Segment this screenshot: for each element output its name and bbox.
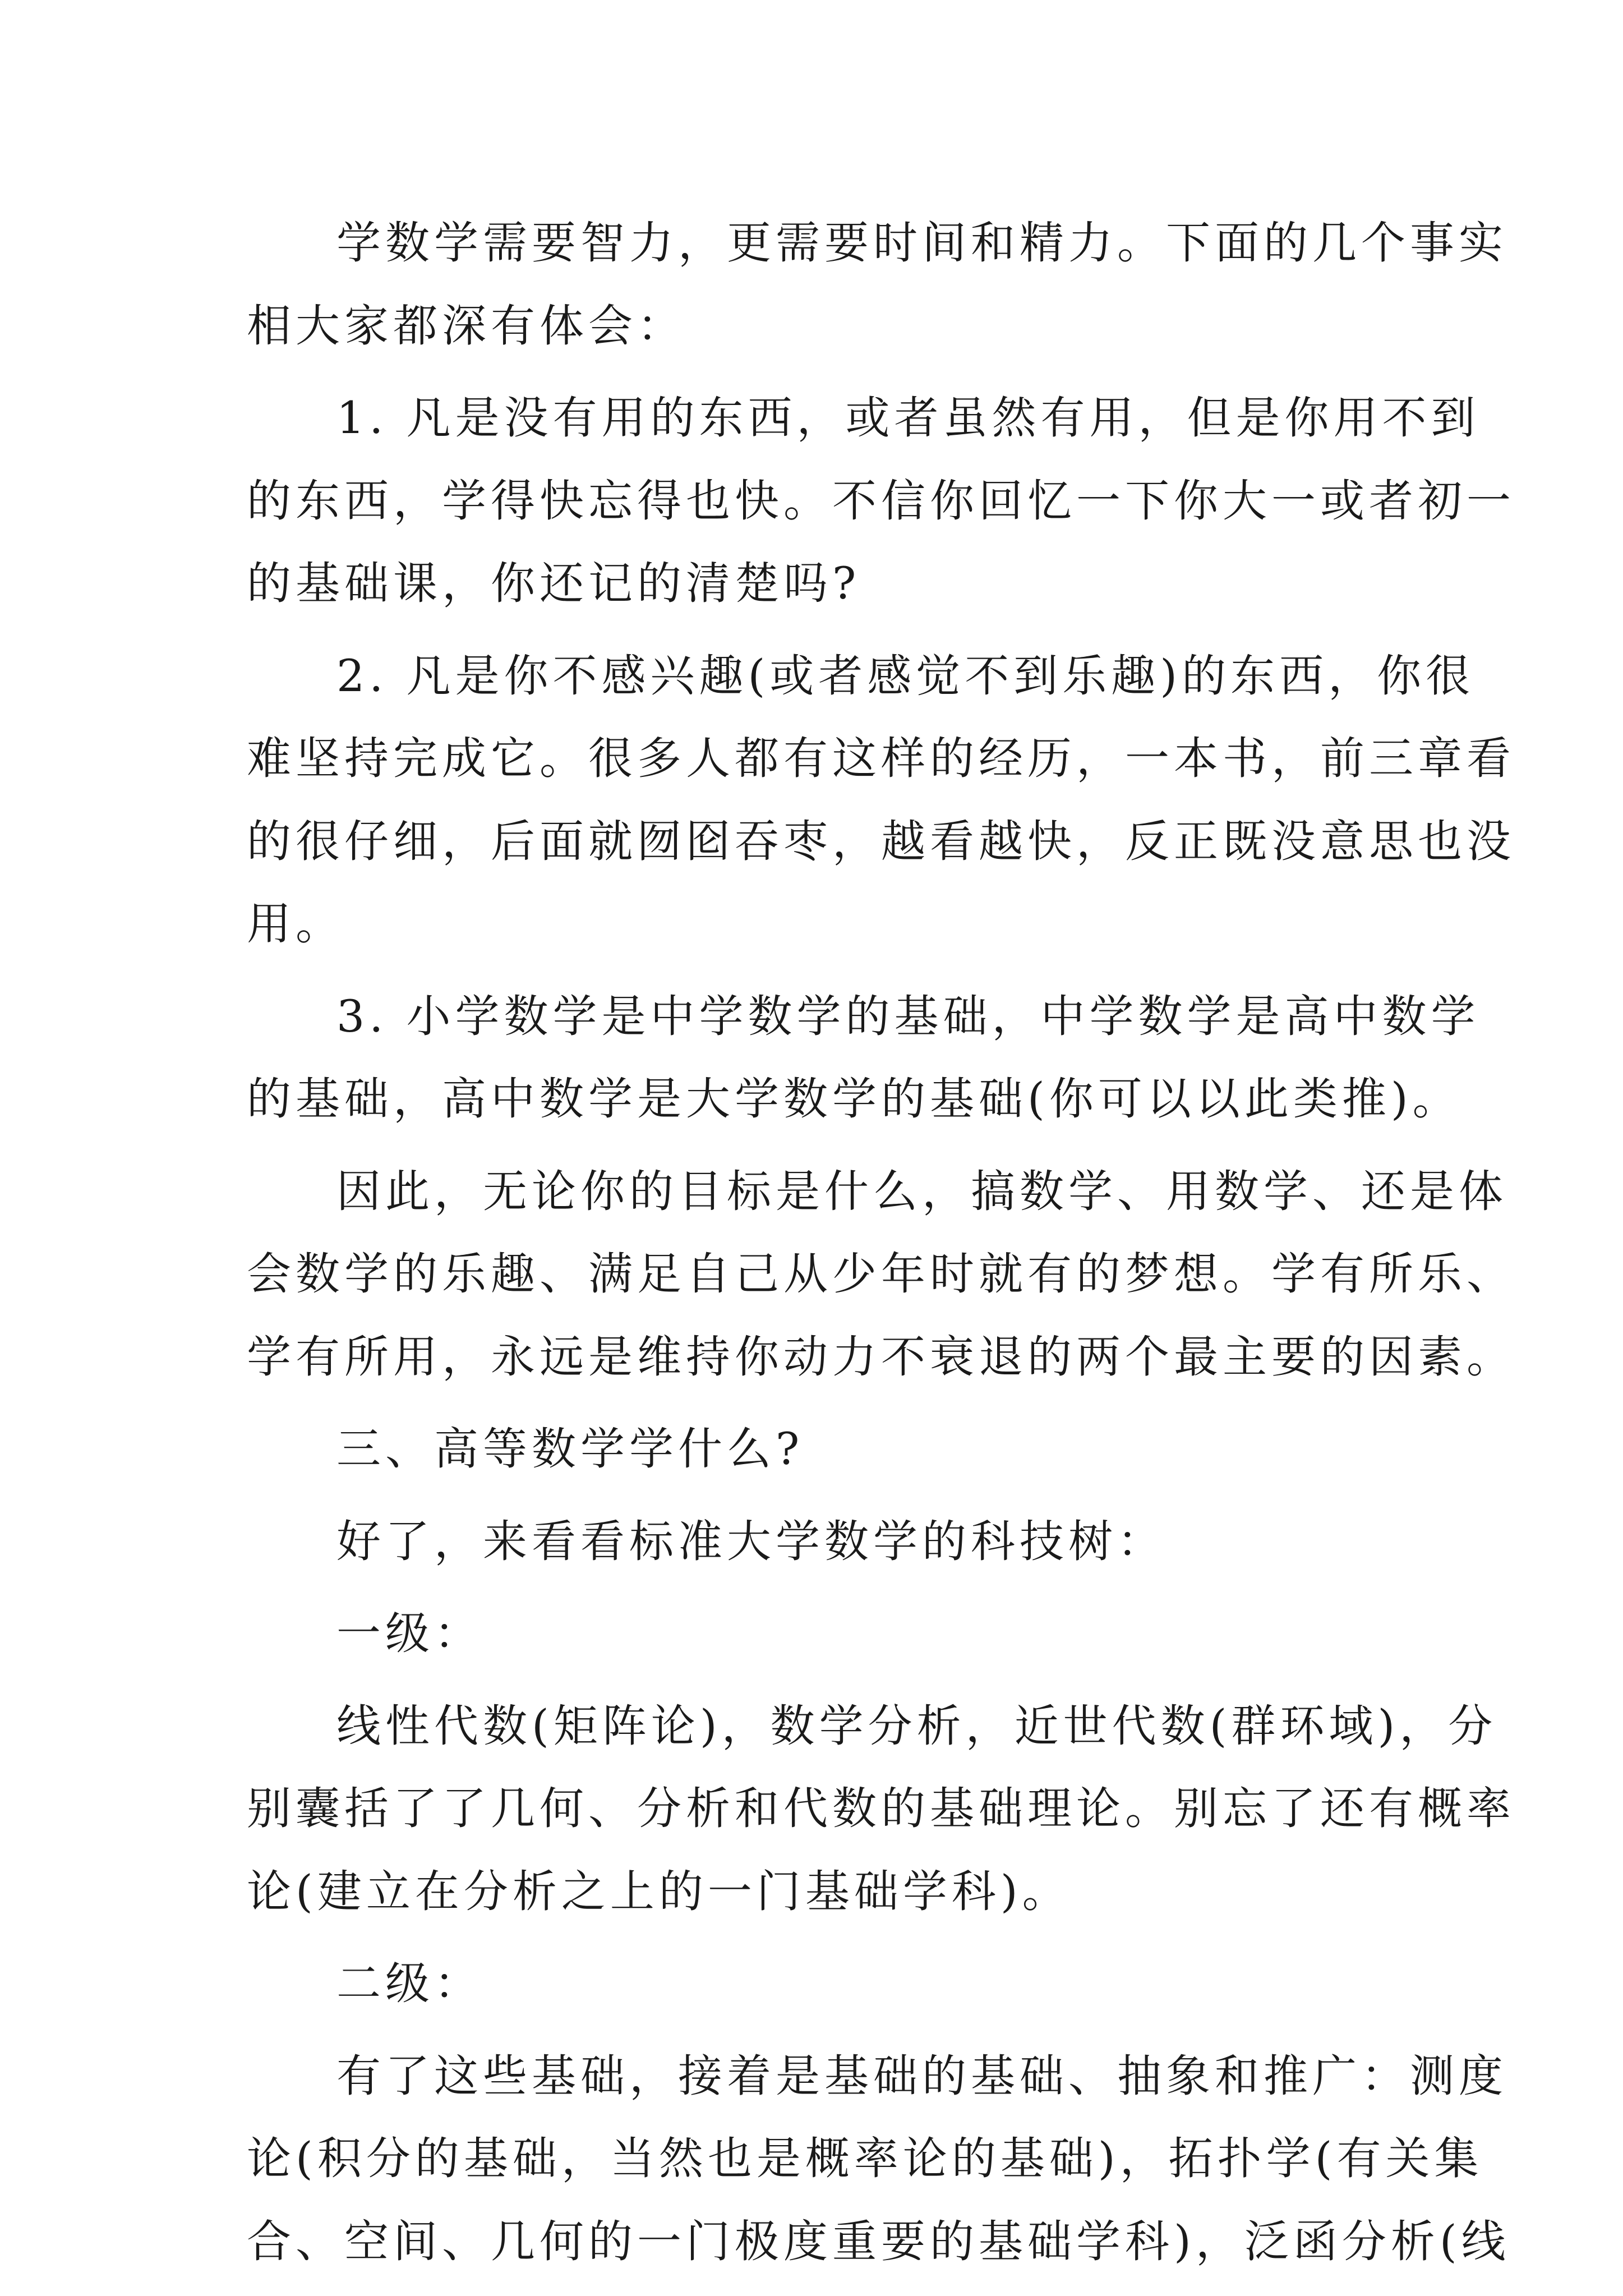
paragraph-point-3	[247, 976, 1480, 1141]
paragraph-level-two	[247, 2035, 1510, 2284]
paragraph-line: 合、空间、几何的一门极度重要的基础学科)，泛函分析(线	[247, 2215, 1510, 2267]
paragraph-point-1	[247, 377, 1515, 625]
paragraph-line: 好了，来看看标准大学数学的科技树：	[336, 1515, 1166, 1567]
paragraph-line: 会数学的乐趣、满足自己从少年时就有的梦想。学有所乐、	[247, 1248, 1515, 1300]
paragraph-line: 的基础课，你还记的清楚吗?	[247, 558, 861, 609]
section-heading	[247, 1408, 1391, 1491]
paragraph-point-2	[247, 635, 1515, 966]
paragraph-line: 3. 小学数学是中学数学的基础，中学数学是高中数学	[336, 990, 1480, 1042]
paragraph-conclusion	[247, 1151, 1515, 1399]
paragraph-line: 的很仔细，后面就囫囵吞枣，越看越快，反正既没意思也没	[247, 815, 1515, 867]
heading-line: 一级：	[336, 1608, 483, 1659]
level-two-heading	[247, 1943, 1391, 2026]
level-one-heading	[247, 1593, 1391, 1676]
paragraph-line: 因此，无论你的目标是什么，搞数学、用数学、还是体	[336, 1165, 1507, 1217]
paragraph-line: 用。	[247, 898, 344, 950]
heading-line: 二级：	[336, 1958, 483, 2009]
paragraph-line: 别囊括了了几何、分析和代数的基础理论。别忘了还有概率	[247, 1783, 1515, 1834]
paragraph-line: 相大家都深有体会：	[247, 300, 686, 352]
paragraph-line: 的基础，高中数学是大学数学的基础(你可以以此类推)。	[247, 1073, 1461, 1125]
paragraph-line: 学数学需要智力，更需要时间和精力。下面的几个事实	[336, 217, 1507, 269]
paragraph-intro	[247, 202, 1507, 367]
heading-line: 三、高等数学学什么?	[336, 1423, 804, 1475]
paragraph-line: 线性代数(矩阵论)，数学分析，近世代数(群环域)，分	[336, 1700, 1497, 1752]
paragraph-line: 学有所用，永远是维持你动力不衰退的两个最主要的因素。	[247, 1331, 1515, 1383]
paragraph-line: 的东西，学得快忘得也快。不信你回忆一下你大一或者初一	[247, 475, 1515, 527]
document-body	[247, 202, 1515, 2283]
paragraph-line: 2. 凡是你不感兴趣(或者感觉不到乐趣)的东西，你很	[336, 650, 1475, 702]
paragraph-line: 有了这些基础，接着是基础的基础、抽象和推广：测度	[336, 2050, 1507, 2102]
paragraph-line: 难坚持完成它。很多人都有这样的经历，一本书，前三章看	[247, 733, 1515, 784]
paragraph-line: 论(积分的基础，当然也是概率论的基础)，拓扑学(有关集	[247, 2133, 1483, 2184]
paragraph-line: 论(建立在分析之上的一门基础学科)。	[247, 1865, 1071, 1917]
paragraph-line: 1. 凡是没有用的东西，或者虽然有用，但是你用不到	[336, 392, 1480, 444]
paragraph-tech-tree-intro	[247, 1501, 1391, 1584]
paragraph-level-one	[247, 1685, 1515, 1934]
